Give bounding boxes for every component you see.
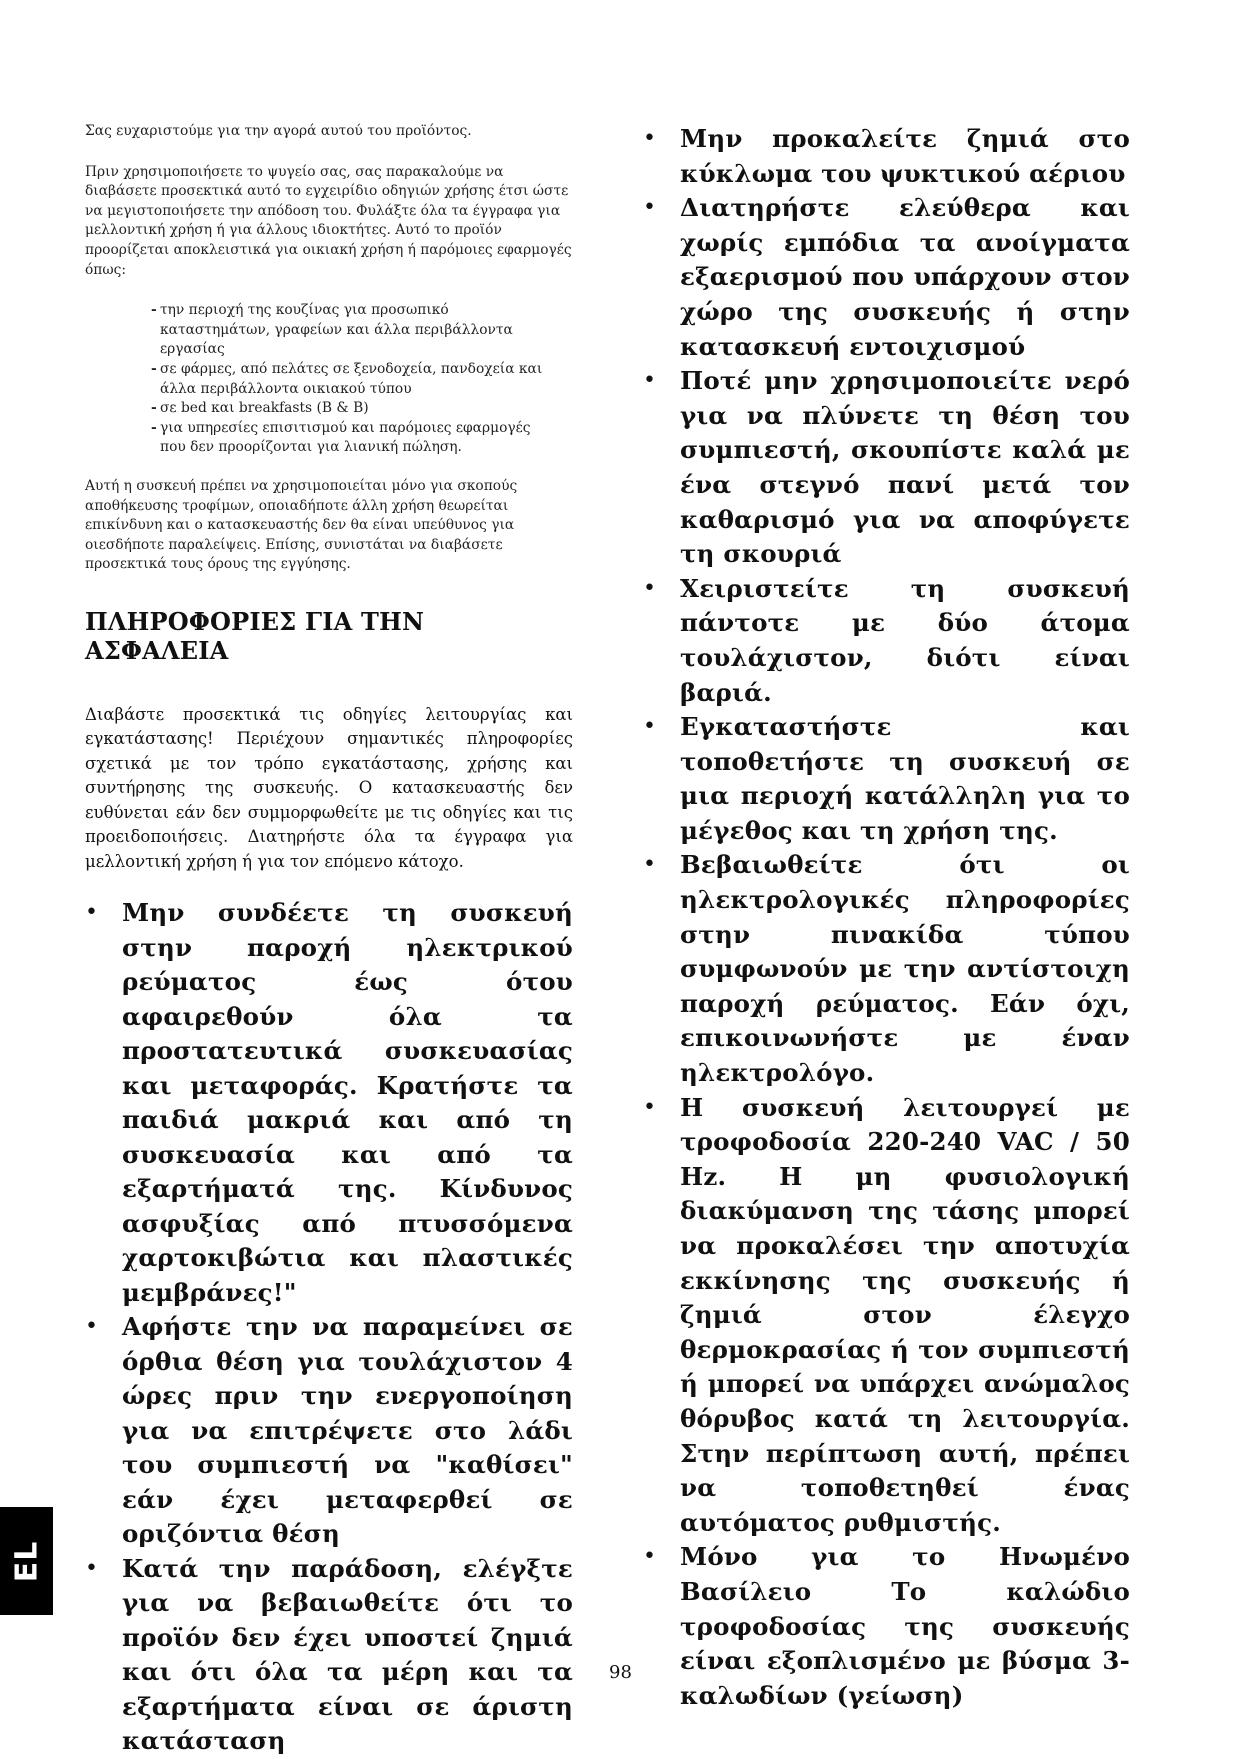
language-code: EL — [8, 1540, 44, 1582]
list-item: • Μην προκαλείτε ζημιά στο κύκλωμα του ψυκτικού αέριου — [643, 122, 1130, 191]
list-item: • Αφήστε την να παραμείνει σε όρθια θέση για τουλάχιστον 4 ώρες πριν την ενεργοποίηση για να επιτρέψετε στο λάδι του συμπιεστή να "καθίσει" εάν έχει μεταφερθεί σε οριζόντια θέση — [85, 1310, 573, 1552]
list-item: • Διατηρήστε ελεύθερα και χωρίς εμπόδια τα ανοίγματα εξαερισμού που υπάρχουν στον χώρο της συσκευής ή στην κατασκευή εντοιχισμού — [643, 191, 1130, 364]
page-number: 98 — [609, 1662, 632, 1683]
list-item: - την περιοχή της κουζίνας για προσωπικό καταστημάτων, γραφείων και άλλα περιβάλλοντα εργασίας — [151, 301, 551, 360]
before-use-text: Πριν χρησιμοποιήσετε το ψυγείο σας, σας παρακαλούμε να διαβάσετε προσεκτικά αυτό το εγχειρίδιο οδηγιών χρήσης έτσι ώστε να μεγιστοποιήσετε την απόδοση του. Φυλάξτε όλα τα έγγραφα για μελλοντική χρήση ή για άλλους ιδιοκτήτες. Αυτό το προϊόν προορίζεται αποκλειστικά για οικιακή χρήση ή παρόμοιες εφαρμογές όπως: — [85, 163, 572, 278]
list-item: • Μην συνδέετε τη συσκευή στην παροχή ηλεκτρικού ρεύματος έως ότου αφαιρεθούν όλα τα προστατευτικά συσκευασίας και μεταφοράς. Κρατήστε τα παιδιά μακριά και από τη συσκευασία και από τα εξαρτήματά της. Κίνδυνος ασφυξίας από πτυσσόμενα χαρτοκιβώτια και πλαστικές μεμβράνες!" — [85, 896, 573, 1310]
list-item: • Βεβαιωθείτε ότι οι ηλεκτρολογικές πληροφορίες στην πινακίδα τύπου συμφωνούν με την αντίστοιχη παροχή ρεύματος. Εάν όχι, επικοινωνήστε με έναν ηλεκτρολόγο. — [643, 848, 1130, 1090]
safety-heading: ΠΛΗΡΟΦΟΡΙΕΣ ΓΙΑ ΤΗΝ ΑΣΦΑΛΕΙΑ — [85, 606, 425, 665]
list-item: • Ποτέ μην χρησιμοποιείτε νερό για να πλύνετε τη θέση του συμπιεστή, σκουπίστε καλά με ένα στεγνό πανί μετά τον καθαρισμό για να αποφύγετε τη σκουριά — [643, 364, 1130, 572]
safety-intro: Διαβάστε προσεκτικά τις οδηγίες λειτουργίας και εγκατάστασης! Περιέχουν σημαντικές πληροφορίες σχετικά με τον τρόπο εγκατάστασης, χρήσης και συντήρησης της συσκευής. Ο κατασκευαστής δεν ευθύνεται εάν δεν συμμορφωθείτε με τις οδηγίες και τις προειδοποιήσεις. Διατηρήστε όλα τα έγγραφα για μελλοντική χρήση ή για τον επόμενο κάτοχο. — [85, 704, 573, 871]
language-tab — [0, 1507, 53, 1615]
left-safety-bullets — [85, 896, 573, 1759]
list-item: • Εγκαταστήστε και τοποθετήστε τη συσκευή σε μια περιοχή κατάλληλη για το μέγεθος και τη χρήση της. — [643, 710, 1130, 848]
right-safety-bullets — [643, 122, 1130, 1713]
list-item: - σε bed και breakfasts (B & B) — [151, 399, 551, 419]
left-column — [85, 122, 573, 1759]
list-item: • Μόνο για το Ηνωμένο Βασίλειο Το καλώδιο τροφοδοσίας της συσκευής είναι εξοπλισμένο με βύσμα 3-καλωδίων (γείωση) — [643, 1540, 1130, 1713]
list-item: • Κατά την παράδοση, ελέγξτε για να βεβαιωθείτε ότι το προϊόν δεν έχει υποστεί ζημιά και ότι όλα τα μέρη και τα εξαρτήματα είναι σε άριστη κατάσταση — [85, 1552, 573, 1759]
right-column — [643, 122, 1130, 1713]
thanks-text: Σας ευχαριστούμε για την αγορά αυτού του προϊόντος. — [85, 123, 472, 139]
purpose-text: Αυτή η συσκευή πρέπει να χρησιμοποιείται μόνο για σκοπούς αποθήκευσης τροφίμων, οποιαδήποτε άλλη χρήση θεωρείται επικίνδυνη και ο κατασκευαστής δεν θα είναι υπεύθυνος για οιεσδήποτε παραλείψεις. Επίσης, συνιστάται να διαβάσετε προσεκτικά τους όρους της εγγύησης. — [85, 477, 518, 573]
list-item: • Η συσκευή λειτουργεί με τροφοδοσία 220-240 VAC / 50 Hz. Η μη φυσιολογική διακύμανση της τάσης μπορεί να προκαλέσει την αποτυχία εκκίνησης της συσκευής ή ζημιά στον έλεγχο θερμοκρασίας ή τον συμπιεστή ή μπορεί να υπάρχει ανώμαλος θόρυβος κατά τη λειτουργία. Στην περίπτωση αυτή, πρέπει να τοποθετηθεί ένας αυτόματος ρυθμιστής. — [643, 1091, 1130, 1541]
list-item: • Χειριστείτε τη συσκευή πάντοτε με δύο άτομα τουλάχιστον, διότι είναι βαριά. — [643, 572, 1130, 710]
list-item: - σε φάρμες, από πελάτες σε ξενοδοχεία, πανδοχεία και άλλα περιβάλλοντα οικιακού τύπου — [151, 360, 551, 399]
intended-uses-list — [151, 301, 551, 458]
list-item: - για υπηρεσίες επισιτισμού και παρόμοιες εφαρμογές που δεν προορίζονται για λιανική πώληση. — [151, 419, 551, 458]
